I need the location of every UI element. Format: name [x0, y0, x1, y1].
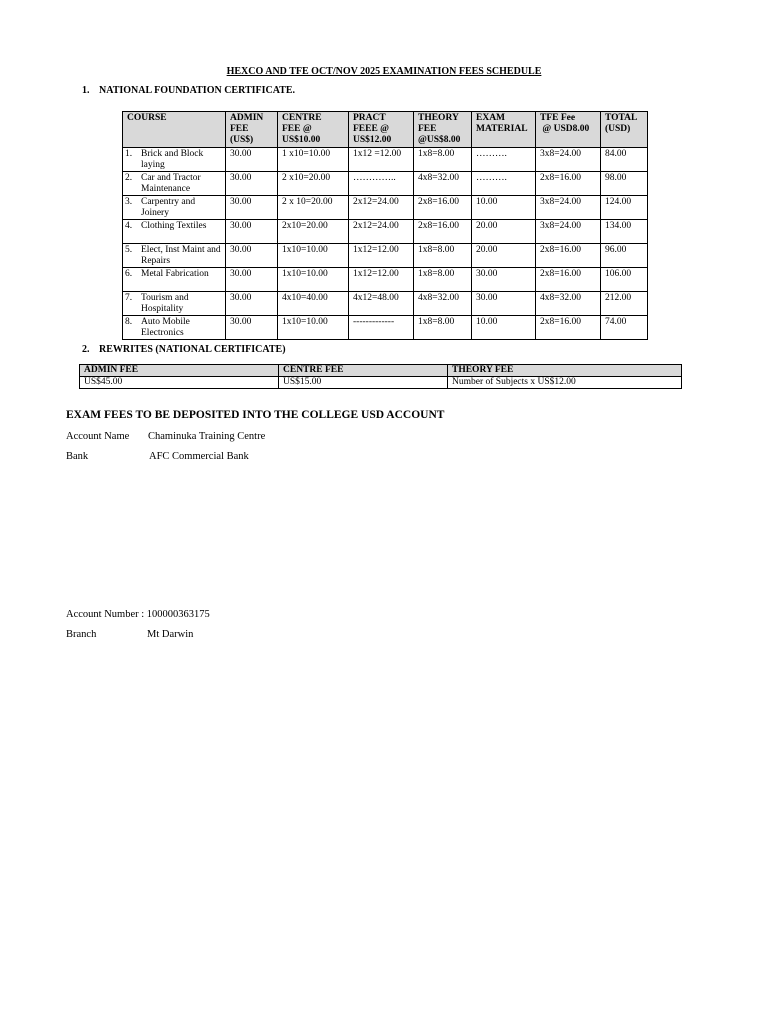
- account-name-line: [66, 431, 266, 442]
- fees-table: [122, 111, 648, 340]
- theory-cell: 2x8=16.00: [414, 196, 472, 220]
- header-line: TFE Fee: [540, 113, 576, 123]
- theory-cell: 1x8=8.00: [414, 268, 472, 292]
- header-line: US$12.00: [353, 135, 392, 145]
- branch-line: [66, 629, 194, 640]
- course-cell: [123, 220, 226, 244]
- header-line: FEE: [418, 124, 437, 134]
- header-line: CENTRE: [282, 113, 322, 123]
- exam-cell: 20.00: [472, 220, 536, 244]
- course-number: 3.: [125, 197, 133, 207]
- tfe-cell: 2x8=16.00: [536, 316, 601, 340]
- centre-cell: 1x10=10.00: [278, 316, 349, 340]
- header-line: (USD): [605, 124, 631, 134]
- fees-table-body: [123, 148, 648, 340]
- section-title: REWRITES (NATIONAL CERTIFICATE): [99, 344, 286, 355]
- course-number: 5.: [125, 245, 133, 255]
- header-cell: [226, 112, 278, 148]
- course-name: Brick and Block laying: [141, 149, 204, 170]
- table-row: [80, 377, 682, 389]
- course-name: Auto Mobile Electronics: [141, 317, 190, 338]
- header-cell: [472, 112, 536, 148]
- tfe-cell: 2x8=16.00: [536, 172, 601, 196]
- rewrites-table: [79, 364, 682, 389]
- pract-cell: -------------: [349, 316, 414, 340]
- course-number: 6.: [125, 269, 133, 279]
- total-cell: 96.00: [601, 244, 648, 268]
- course-name: Elect, Inst Maint and Repairs: [141, 245, 221, 266]
- account-name-label: Account Name: [66, 431, 130, 442]
- admin-cell: 30.00: [226, 292, 278, 316]
- pract-cell: 1x12=12.00: [349, 244, 414, 268]
- centre-cell: 2 x10=20.00: [278, 172, 349, 196]
- tfe-cell: 2x8=16.00: [536, 268, 601, 292]
- table-row: [123, 292, 648, 316]
- pract-cell: 4x12=48.00: [349, 292, 414, 316]
- branch-value: Mt Darwin: [147, 629, 194, 640]
- centre-fee-cell: US$15.00: [279, 377, 448, 389]
- total-cell: 98.00: [601, 172, 648, 196]
- course-name: Metal Fabrication: [141, 269, 209, 279]
- total-cell: 74.00: [601, 316, 648, 340]
- tfe-cell: 3x8=24.00: [536, 220, 601, 244]
- total-cell: 134.00: [601, 220, 648, 244]
- section-heading-national-foundation: [82, 85, 295, 96]
- header-line: PRACT: [353, 113, 386, 123]
- exam-cell: 30.00: [472, 268, 536, 292]
- centre-cell: 1x10=10.00: [278, 268, 349, 292]
- course-cell: [123, 148, 226, 172]
- tfe-cell: 2x8=16.00: [536, 244, 601, 268]
- table-row: [123, 244, 648, 268]
- course-number: 8.: [125, 317, 133, 327]
- pract-cell: 2x12=24.00: [349, 196, 414, 220]
- tfe-cell: 4x8=32.00: [536, 292, 601, 316]
- table-row: [123, 172, 648, 196]
- admin-cell: 30.00: [226, 220, 278, 244]
- course-number: 2.: [125, 173, 133, 183]
- theory-cell: 1x8=8.00: [414, 244, 472, 268]
- header-line: @US$8.00: [418, 135, 461, 145]
- table-row: [123, 196, 648, 220]
- course-cell: [123, 316, 226, 340]
- centre-cell: 1 x10=10.00: [278, 148, 349, 172]
- exam-cell: ……….: [472, 148, 536, 172]
- course-name: Tourism and Hospitality: [141, 293, 189, 314]
- branch-label: Branch: [66, 629, 97, 640]
- header-line: MATERIAL: [476, 124, 528, 134]
- course-name: Car and Tractor Maintenance: [141, 173, 201, 194]
- header-cell: THEORY FEE: [448, 365, 682, 377]
- centre-cell: 2x10=20.00: [278, 220, 349, 244]
- centre-cell: 2 x 10=20.00: [278, 196, 349, 220]
- centre-cell: 1x10=10.00: [278, 244, 349, 268]
- exam-cell: 30.00: [472, 292, 536, 316]
- bank-label: Bank: [66, 451, 89, 462]
- admin-cell: 30.00: [226, 268, 278, 292]
- tfe-cell: 3x8=24.00: [536, 148, 601, 172]
- header-cell: [601, 112, 648, 148]
- admin-cell: 30.00: [226, 196, 278, 220]
- deposit-heading: EXAM FEES TO BE DEPOSITED INTO THE COLLEGE USD ACCOUNT: [66, 409, 445, 421]
- header-line: FEE: [230, 124, 249, 134]
- total-cell: 84.00: [601, 148, 648, 172]
- section-number: 2.: [82, 344, 90, 355]
- exam-cell: 10.00: [472, 316, 536, 340]
- header-cell: CENTRE FEE: [279, 365, 448, 377]
- header-cell: [278, 112, 349, 148]
- section-title: NATIONAL FOUNDATION CERTIFICATE.: [99, 85, 296, 96]
- course-number: 1.: [125, 149, 133, 159]
- course-cell: [123, 196, 226, 220]
- course-name: Carpentry and Joinery: [141, 197, 196, 218]
- header-line: US$10.00: [282, 135, 321, 145]
- section-number: 1.: [82, 85, 90, 96]
- header-line: @ USD8.00: [540, 124, 590, 134]
- header-line: ADMIN: [230, 113, 264, 123]
- header-line: EXAM: [476, 113, 506, 123]
- theory-cell: 4x8=32.00: [414, 292, 472, 316]
- tfe-cell: 3x8=24.00: [536, 196, 601, 220]
- header-line: FEEE @: [353, 124, 390, 134]
- exam-cell: ……….: [472, 172, 536, 196]
- admin-cell: 30.00: [226, 244, 278, 268]
- header-line: FEE @: [282, 124, 312, 134]
- bank-value: AFC Commercial Bank: [149, 451, 249, 462]
- course-number: 7.: [125, 293, 133, 303]
- centre-cell: 4x10=40.00: [278, 292, 349, 316]
- admin-cell: 30.00: [226, 316, 278, 340]
- header-cell: [123, 112, 226, 148]
- account-number-text: Account Number : 100000363175: [66, 609, 210, 620]
- admin-cell: 30.00: [226, 148, 278, 172]
- pract-cell: 2x12=24.00: [349, 220, 414, 244]
- theory-cell: 1x8=8.00: [414, 316, 472, 340]
- exam-cell: 10.00: [472, 196, 536, 220]
- course-cell: [123, 268, 226, 292]
- pract-cell: 1x12 =12.00: [349, 148, 414, 172]
- course-name: Clothing Textiles: [141, 221, 207, 231]
- course-cell: [123, 292, 226, 316]
- pract-cell: 1x12=12.00: [349, 268, 414, 292]
- theory-cell: 2x8=16.00: [414, 220, 472, 244]
- header-line: THEORY: [418, 113, 459, 123]
- account-name-value: Chaminuka Training Centre: [148, 431, 266, 442]
- header-cell: [414, 112, 472, 148]
- pract-cell: …………..: [349, 172, 414, 196]
- header-cell: [349, 112, 414, 148]
- table-row: [123, 148, 648, 172]
- account-number-line: [66, 609, 210, 620]
- bank-line: [66, 451, 249, 462]
- total-cell: 124.00: [601, 196, 648, 220]
- admin-fee-cell: US$45.00: [80, 377, 279, 389]
- section-heading-rewrites: [82, 344, 286, 355]
- admin-cell: 30.00: [226, 172, 278, 196]
- rewrites-table-header: [80, 365, 682, 377]
- course-cell: [123, 172, 226, 196]
- theory-cell: 1x8=8.00: [414, 148, 472, 172]
- theory-cell: 4x8=32.00: [414, 172, 472, 196]
- header-line: (US$): [230, 135, 254, 145]
- table-row: [123, 316, 648, 340]
- theory-fee-cell: Number of Subjects x US$12.00: [448, 377, 682, 389]
- header-line: COURSE: [127, 113, 167, 123]
- course-number: 4.: [125, 221, 133, 231]
- total-cell: 212.00: [601, 292, 648, 316]
- total-cell: 106.00: [601, 268, 648, 292]
- page-title: HEXCO AND TFE OCT/NOV 2025 EXAMINATION FEES SCHEDULE: [226, 66, 542, 77]
- table-row: [123, 220, 648, 244]
- header-cell: [536, 112, 601, 148]
- header-line: TOTAL: [605, 113, 638, 123]
- course-cell: [123, 244, 226, 268]
- exam-cell: 20.00: [472, 244, 536, 268]
- header-cell: ADMIN FEE: [80, 365, 279, 377]
- table-row: [123, 268, 648, 292]
- fees-table-header: [123, 112, 648, 148]
